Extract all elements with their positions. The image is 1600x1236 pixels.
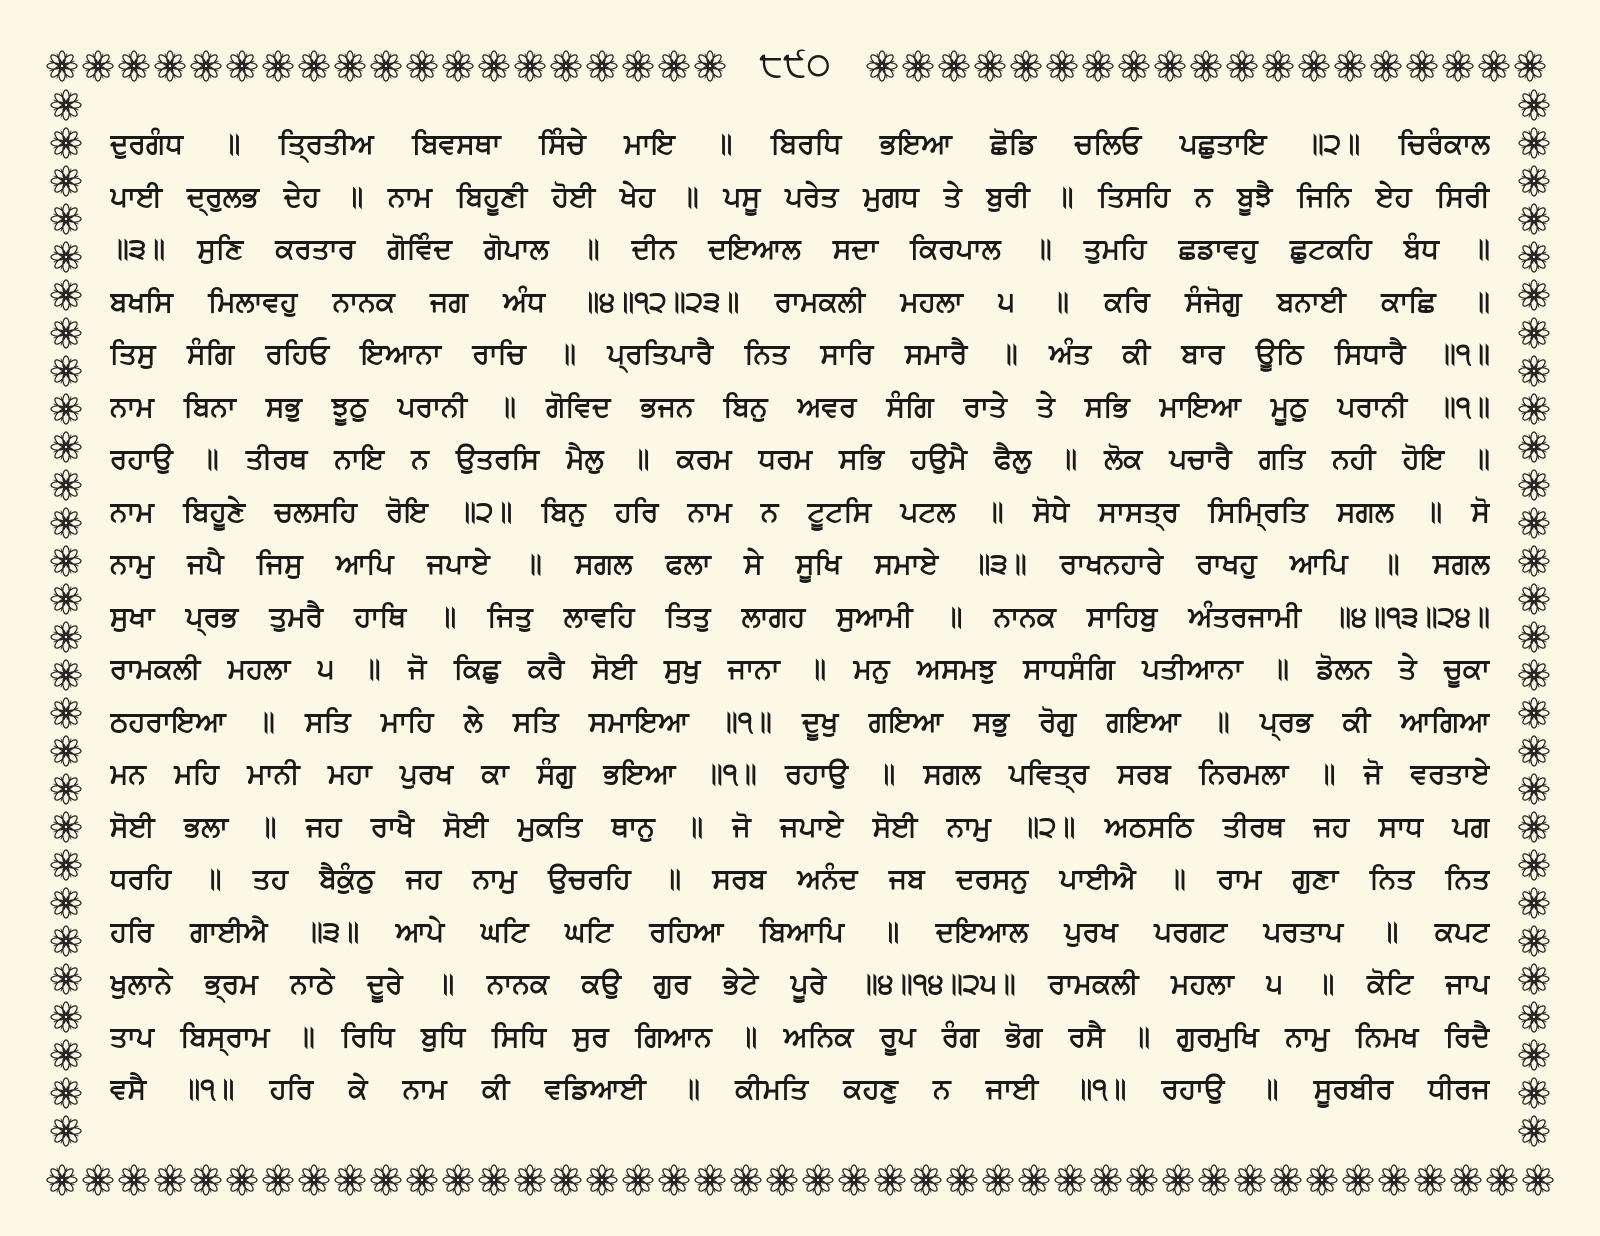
flower-ornament-icon xyxy=(1262,50,1294,82)
flower-ornament-icon xyxy=(1414,1164,1446,1196)
flower-ornament-icon xyxy=(50,583,82,615)
flower-ornament-icon xyxy=(154,50,186,82)
flower-ornament-icon xyxy=(1518,165,1550,197)
flower-ornament-icon xyxy=(1518,507,1550,539)
flower-ornament-icon xyxy=(550,1164,582,1196)
flower-ornament-icon xyxy=(50,773,82,805)
flower-ornament-icon xyxy=(910,1164,942,1196)
scripture-line: ਰਾਮਕਲੀ ਮਹਲਾ ੫ ॥ ਜੋ ਕਿਛੁ ਕਰੈ ਸੋਈ ਸੁਖੁ ਜਾਨਾ ॥ ਮਨੁ ਅਸਮਝੁ ਸਾਧਸੰਗਿ ਪਤੀਆਨਾ ॥ ਡੋਲਨ ਤੇ ਚੂਕਾ xyxy=(110,652,1490,685)
flower-ornament-icon xyxy=(1018,1164,1050,1196)
flower-ornament-icon xyxy=(946,1164,978,1196)
flower-ornament-icon xyxy=(1162,1164,1194,1196)
scripture-line: ਤਿਸੁ ਸੰਗਿ ਰਹਿਓ ਇਆਨਾ ਰਾਚਿ ॥ ਪ੍ਰਤਿਪਾਰੈ ਨਿਤ ਸਾਰਿ ਸਮਾਰੈ ॥ ਅੰਤ ਕੀ ਬਾਰ ਊਠਿ ਸਿਧਾਰੈ ॥੧॥ xyxy=(110,337,1490,370)
flower-ornament-icon xyxy=(50,621,82,653)
flower-ornament-icon xyxy=(50,1077,82,1109)
flower-ornament-icon xyxy=(50,241,82,273)
flower-ornament-icon xyxy=(50,279,82,311)
scripture-line: ਸੁਖਾ ਪ੍ਰਭ ਤੁਮਰੈ ਹਾਥਿ ॥ ਜਿਤੁ ਲਾਵਹਿ ਤਿਤੁ ਲਾਗਹ ਸੁਆਮੀ ॥ ਨਾਨਕ ਸਾਹਿਬੁ ਅੰਤਰਜਾਮੀ ॥੪॥੧੩॥੨੪॥ xyxy=(110,599,1490,633)
flower-ornament-icon xyxy=(1478,50,1510,82)
flower-ornament-icon xyxy=(802,1164,834,1196)
flower-ornament-icon xyxy=(50,925,82,957)
flower-ornament-icon xyxy=(866,50,898,82)
flower-ornament-icon xyxy=(1010,50,1042,82)
flower-ornament-icon xyxy=(406,1164,438,1196)
flower-ornament-icon xyxy=(50,203,82,235)
flower-ornament-icon xyxy=(82,1164,114,1196)
flower-ornament-icon xyxy=(370,50,402,82)
flower-ornament-icon xyxy=(1342,1164,1374,1196)
flower-ornament-icon xyxy=(370,1164,402,1196)
flower-ornament-icon xyxy=(1514,50,1546,82)
flower-ornament-icon xyxy=(46,50,78,82)
flower-ornament-icon xyxy=(1518,1001,1550,1033)
flower-ornament-icon xyxy=(1518,203,1550,235)
floral-border-top-left xyxy=(44,46,726,86)
flower-ornament-icon xyxy=(1226,50,1258,82)
flower-ornament-icon xyxy=(154,1164,186,1196)
flower-ornament-icon xyxy=(50,165,82,197)
scripture-line: ਬਖਸਿ ਮਿਲਾਵਹੁ ਨਾਨਕ ਜਗ ਅੰਧ ॥੪॥੧੨॥੨੩॥ ਰਾਮਕਲੀ ਮਹਲਾ ੫ ॥ ਕਰਿ ਸੰਜੋਗੁ ਬਨਾਈ ਕਾਛਿ ॥ xyxy=(110,284,1490,318)
flower-ornament-icon xyxy=(334,50,366,82)
flower-ornament-icon xyxy=(50,431,82,463)
flower-ornament-icon xyxy=(50,545,82,577)
flower-ornament-icon xyxy=(1270,1164,1302,1196)
flower-ornament-icon xyxy=(50,469,82,501)
flower-ornament-icon xyxy=(1450,1164,1482,1196)
flower-ornament-icon xyxy=(622,50,654,82)
flower-ornament-icon xyxy=(50,659,82,691)
flower-ornament-icon xyxy=(1518,963,1550,995)
flower-ornament-icon xyxy=(262,1164,294,1196)
flower-ornament-icon xyxy=(982,1164,1014,1196)
flower-ornament-icon xyxy=(1154,50,1186,82)
flower-ornament-icon xyxy=(50,1001,82,1033)
flower-ornament-icon xyxy=(874,1164,906,1196)
flower-ornament-icon xyxy=(1518,1115,1550,1147)
flower-ornament-icon xyxy=(1334,50,1366,82)
flower-ornament-icon xyxy=(406,50,438,82)
flower-ornament-icon xyxy=(50,1115,82,1147)
flower-ornament-icon xyxy=(1518,773,1550,805)
flower-ornament-icon xyxy=(1378,1164,1410,1196)
flower-ornament-icon xyxy=(1518,1077,1550,1109)
flower-ornament-icon xyxy=(50,317,82,349)
floral-border-top-right xyxy=(864,46,1554,86)
flower-ornament-icon xyxy=(50,963,82,995)
scripture-line: ਦੁਰਗੰਧ ॥ ਤ੍ਰਿਤੀਅ ਬਿਵਸਥਾ ਸਿੰਚੇ ਮਾਇ ॥ ਬਿਰਧਿ ਭਇਆ ਛੋਡਿ ਚਲਿਓ ਪਛੁਤਾਇ ॥੨॥ ਚਿਰੰਕਾਲ xyxy=(110,127,1490,160)
flower-ornament-icon xyxy=(1522,1164,1554,1196)
scripture-line: ਪਾਈ ਦ੍ਰੁਲਭ ਦੇਹ ॥ ਨਾਮ ਬਿਹੂਣੀ ਹੋਈ ਖੇਹ ॥ ਪਸੂ ਪਰੇਤ ਮੁਗਧ ਤੇ ਬੁਰੀ ॥ ਤਿਸਹਿ ਨ ਬੂਝੈ ਜਿਨਿ ਏਹ ਸਿਰੀ xyxy=(110,179,1490,213)
flower-ornament-icon xyxy=(1406,50,1438,82)
flower-ornament-icon xyxy=(1190,50,1222,82)
flower-ornament-icon xyxy=(1518,469,1550,501)
page-number: ੮੯੦ xyxy=(730,40,860,90)
scripture-line: ਮਨ ਮਹਿ ਮਾਨੀ ਮਹਾ ਪੁਰਖ ਕਾ ਸੰਗੁ ਭਇਆ ॥੧॥ ਰਹਾਉ ॥ ਸਗਲ ਪਵਿਤ੍ਰ ਸਰਬ ਨਿਰਮਲਾ ॥ ਜੋ ਵਰਤਾਏ xyxy=(110,757,1490,790)
flower-ornament-icon xyxy=(226,50,258,82)
flower-ornament-icon xyxy=(1518,887,1550,919)
flower-ornament-icon xyxy=(50,393,82,425)
flower-ornament-icon xyxy=(50,127,82,159)
flower-ornament-icon xyxy=(334,1164,366,1196)
flower-ornament-icon xyxy=(902,50,934,82)
flower-ornament-icon xyxy=(1518,925,1550,957)
flower-ornament-icon xyxy=(50,887,82,919)
flower-ornament-icon xyxy=(442,1164,474,1196)
flower-ornament-icon xyxy=(50,735,82,767)
flower-ornament-icon xyxy=(766,1164,798,1196)
flower-ornament-icon xyxy=(82,50,114,82)
scripture-line: ਰਹਾਉ ॥ ਤੀਰਥ ਨਾਇ ਨ ਉਤਰਸਿ ਮੈਲੁ ॥ ਕਰਮ ਧਰਮ ਸਭਿ ਹਉਮੈ ਫੈਲੁ ॥ ਲੋਕ ਪਚਾਰੈ ਗਤਿ ਨਹੀ ਹੋਇ ॥ xyxy=(110,442,1490,475)
flower-ornament-icon xyxy=(50,811,82,843)
scripture-line: ਧਰਹਿ ॥ ਤਹ ਬੈਕੁੰਠੁ ਜਹ ਨਾਮੁ ਉਚਰਹਿ ॥ ਸਰਬ ਅਨੰਦ ਜਬ ਦਰਸਨੁ ਪਾਈਐ ॥ ਰਾਮ ਗੁਣਾ ਨਿਤ ਨਿਤ xyxy=(110,862,1490,895)
flower-ornament-icon xyxy=(658,1164,690,1196)
flower-ornament-icon xyxy=(1518,849,1550,881)
flower-ornament-icon xyxy=(938,50,970,82)
flower-ornament-icon xyxy=(478,1164,510,1196)
flower-ornament-icon xyxy=(586,1164,618,1196)
flower-ornament-icon xyxy=(514,50,546,82)
flower-ornament-icon xyxy=(1046,50,1078,82)
flower-ornament-icon xyxy=(694,1164,726,1196)
flower-ornament-icon xyxy=(1518,89,1550,121)
flower-ornament-icon xyxy=(1518,659,1550,691)
flower-ornament-icon xyxy=(658,50,690,82)
flower-ornament-icon xyxy=(1518,545,1550,577)
flower-ornament-icon xyxy=(1486,1164,1518,1196)
flower-ornament-icon xyxy=(1054,1164,1086,1196)
flower-ornament-icon xyxy=(1518,811,1550,843)
flower-ornament-icon xyxy=(1518,621,1550,653)
flower-ornament-icon xyxy=(838,1164,870,1196)
flower-ornament-icon xyxy=(1518,735,1550,767)
scripture-line: ਹਰਿ ਗਾਈਐ ॥੩॥ ਆਪੇ ਘਟਿ ਘਟਿ ਰਹਿਆ ਬਿਆਪਿ ॥ ਦਇਆਲ ਪੁਰਖ ਪਰਗਟ ਪਰਤਾਪ ॥ ਕਪਟ xyxy=(110,914,1490,948)
scripture-line: ਨਾਮੁ ਜਪੈ ਜਿਸੁ ਆਪਿ ਜਪਾਏ ॥ ਸਗਲ ਫਲਾ ਸੇ ਸੂਖਿ ਸਮਾਏ ॥੩॥ ਰਾਖਨਹਾਰੇ ਰਾਖਹੁ ਆਪਿ ॥ ਸਗਲ xyxy=(110,547,1490,580)
flower-ornament-icon xyxy=(190,50,222,82)
floral-border-left xyxy=(46,86,86,1160)
flower-ornament-icon xyxy=(1518,431,1550,463)
scripture-line: ਸੋਈ ਭਲਾ ॥ ਜਹ ਰਾਖੈ ਸੋਈ ਮੁਕਤਿ ਥਾਨੁ ॥ ਜੋ ਜਪਾਏ ਸੋਈ ਨਾਮੁ ॥੨॥ ਅਠਸਠਿ ਤੀਰਥ ਜਹ ਸਾਧ ਪਗ xyxy=(110,809,1490,843)
scripture-line: ॥੩॥ ਸੁਣਿ ਕਰਤਾਰ ਗੋਵਿੰਦ ਗੋਪਾਲ ॥ ਦੀਨ ਦਇਆਲ ਸਦਾ ਕਿਰਪਾਲ ॥ ਤੁਮਹਿ ਛਡਾਵਹੁ ਛੁਟਕਹਿ ਬੰਧ ॥ xyxy=(110,232,1490,265)
flower-ornament-icon xyxy=(442,50,474,82)
flower-ornament-icon xyxy=(1118,50,1150,82)
flower-ornament-icon xyxy=(1518,279,1550,311)
flower-ornament-icon xyxy=(50,355,82,387)
scripture-line: ਤਾਪ ਬਿਸ੍ਰਾਮ ॥ ਰਿਧਿ ਬੁਧਿ ਸਿਧਿ ਸੁਰ ਗਿਆਨ ॥ ਅਨਿਕ ਰੂਪ ਰੰਗ ਭੋਗ ਰਸੈ ॥ ਗੁਰਮੁਖਿ ਨਾਮੁ ਨਿਮਖ ਰਿਦੈ xyxy=(110,1019,1490,1053)
floral-border-bottom xyxy=(44,1160,1554,1200)
scripture-line: ਖੁਲਾਨੇ ਭ੍ਰਮ ਨਾਠੇ ਦੂਰੇ ॥ ਨਾਨਕ ਕਉ ਗੁਰ ਭੇਟੇ ਪੂਰੇ ॥੪॥੧੪॥੨੫॥ ਰਾਮਕਲੀ ਮਹਲਾ ੫ ॥ ਕੋਟਿ ਜਾਪ xyxy=(110,967,1490,1000)
flower-ornament-icon xyxy=(1370,50,1402,82)
flower-ornament-icon xyxy=(1442,50,1474,82)
scripture-line: ਠਹਰਾਇਆ ॥ ਸਤਿ ਮਾਹਿ ਲੇ ਸਤਿ ਸਮਾਇਆ ॥੧॥ ਦੂਖੁ ਗਇਆ ਸਭੁ ਰੋਗੁ ਗਇਆ ॥ ਪ੍ਰਭ ਕੀ ਆਗਿਆ xyxy=(110,704,1490,738)
flower-ornament-icon xyxy=(50,1039,82,1071)
flower-ornament-icon xyxy=(1126,1164,1158,1196)
scripture-line: ਨਾਮ ਬਿਹੂਣੇ ਚਲਸਹਿ ਰੋਇ ॥੨॥ ਬਿਨੁ ਹਰਿ ਨਾਮ ਨ ਟੂਟਸਿ ਪਟਲ ॥ ਸੋਧੇ ਸਾਸਤ੍ਰ ਸਿਮ੍ਰਿਤਿ ਸਗਲ ॥ ਸੋ xyxy=(110,494,1490,528)
flower-ornament-icon xyxy=(226,1164,258,1196)
flower-ornament-icon xyxy=(50,507,82,539)
flower-ornament-icon xyxy=(1518,1039,1550,1071)
flower-ornament-icon xyxy=(586,50,618,82)
flower-ornament-icon xyxy=(1518,393,1550,425)
scripture-line: ਵਸੈ ॥੧॥ ਹਰਿ ਕੇ ਨਾਮ ਕੀ ਵਡਿਆਈ ॥ ਕੀਮਤਿ ਕਹਣੁ ਨ ਜਾਈ ॥੧॥ ਰਹਾਉ ॥ ਸੂਰਬੀਰ ਧੀਰਜ xyxy=(110,1072,1490,1105)
flower-ornament-icon xyxy=(1518,355,1550,387)
flower-ornament-icon xyxy=(1518,697,1550,729)
flower-ornament-icon xyxy=(1298,50,1330,82)
flower-ornament-icon xyxy=(50,89,82,121)
flower-ornament-icon xyxy=(1198,1164,1230,1196)
flower-ornament-icon xyxy=(298,50,330,82)
flower-ornament-icon xyxy=(1518,317,1550,349)
flower-ornament-icon xyxy=(478,50,510,82)
flower-ornament-icon xyxy=(1306,1164,1338,1196)
flower-ornament-icon xyxy=(1518,583,1550,615)
flower-ornament-icon xyxy=(730,1164,762,1196)
flower-ornament-icon xyxy=(50,849,82,881)
flower-ornament-icon xyxy=(118,50,150,82)
flower-ornament-icon xyxy=(1234,1164,1266,1196)
flower-ornament-icon xyxy=(46,1164,78,1196)
flower-ornament-icon xyxy=(694,50,726,82)
flower-ornament-icon xyxy=(550,50,582,82)
flower-ornament-icon xyxy=(190,1164,222,1196)
flower-ornament-icon xyxy=(298,1164,330,1196)
flower-ornament-icon xyxy=(1518,127,1550,159)
flower-ornament-icon xyxy=(118,1164,150,1196)
scripture-text-block xyxy=(110,118,1490,1108)
flower-ornament-icon xyxy=(1518,241,1550,273)
flower-ornament-icon xyxy=(514,1164,546,1196)
floral-border-right xyxy=(1514,86,1554,1160)
flower-ornament-icon xyxy=(50,697,82,729)
flower-ornament-icon xyxy=(1090,1164,1122,1196)
flower-ornament-icon xyxy=(262,50,294,82)
scripture-line: ਨਾਮ ਬਿਨਾ ਸਭੁ ਝੂਠੁ ਪਰਾਨੀ ॥ ਗੋਵਿਦ ਭਜਨ ਬਿਨੁ ਅਵਰ ਸੰਗਿ ਰਾਤੇ ਤੇ ਸਭਿ ਮਾਇਆ ਮੂਠੁ ਪਰਾਨੀ ॥੧॥ xyxy=(110,389,1490,423)
flower-ornament-icon xyxy=(1082,50,1114,82)
flower-ornament-icon xyxy=(974,50,1006,82)
flower-ornament-icon xyxy=(622,1164,654,1196)
